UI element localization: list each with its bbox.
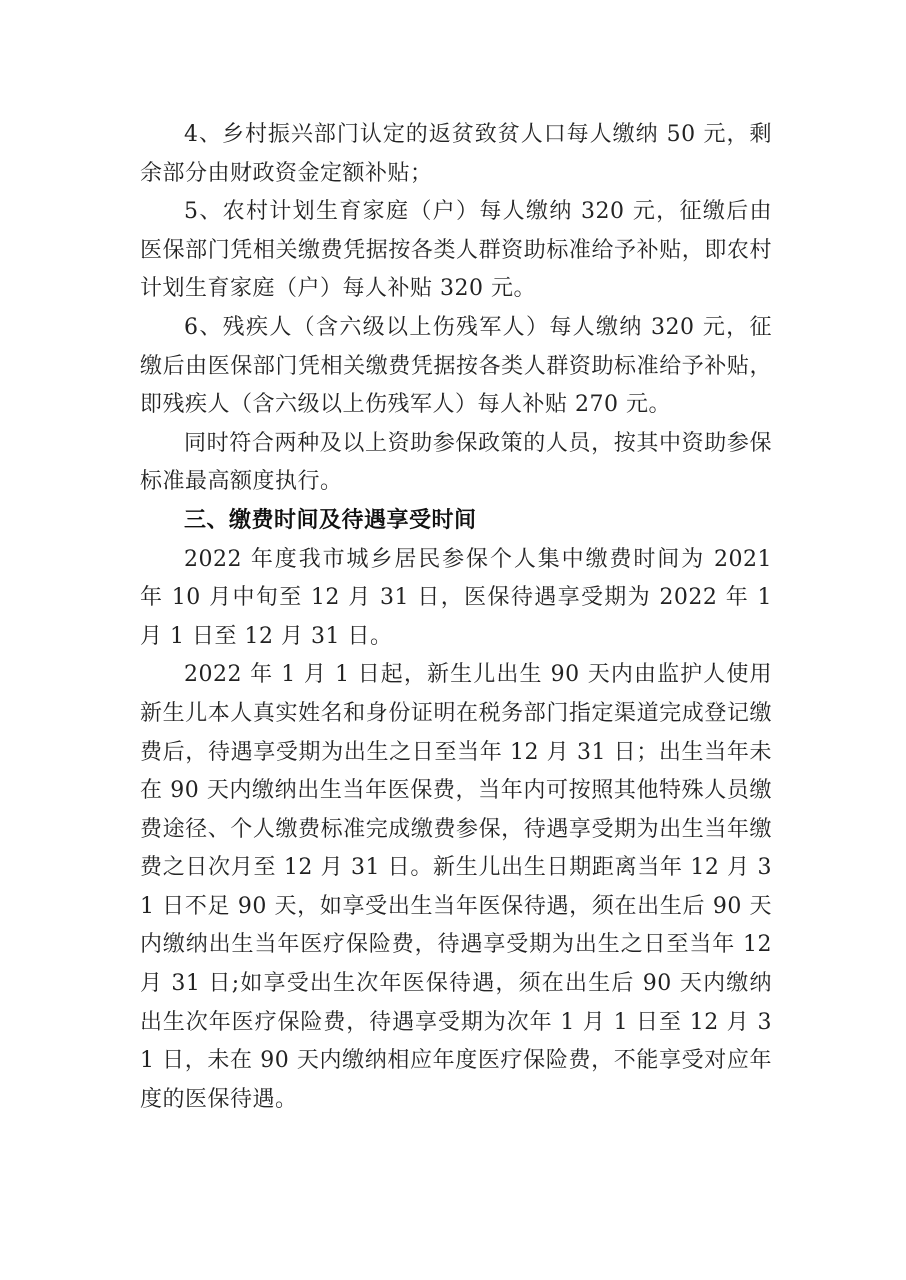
paragraph-item-6: 6、残疾人（含六级以上伤残军人）每人缴纳 320 元，征缴后由医保部门凭相关缴费凭据按各类人群资助标准给予补贴，即残疾人（含六级以上伤残军人）每人补贴 270 元。 [140, 314, 772, 418]
section-heading: 三、缴费时间及待遇享受时间 [184, 507, 477, 533]
paragraph-newborn-rules: 2022 年 1 月 1 日起，新生儿出生 90 天内由监护人使用新生儿本人真实姓名和身份证明在税务部门指定渠道完成登记缴费后，待遇享受期为出生之日至当年 12 月 31 日；出生当年未在 90 天内缴纳出生当年医保费，当年内可按照其他特殊人员缴费途径、个人缴费标准完成缴费参保，待遇享受期为出生当年缴费之日次月至 12 月 31 日。新生儿出生日期距离当年 12 月 31 日不足 90 天，如享受出生当年医保待遇，须在出生后 90 天内缴纳出生当年医疗保险费，待遇享受期为出生之日至当年 12 月 31 日;如享受出生次年医保待遇，须在出生后 90 天内缴纳出生次年医疗保险费，待遇享受期为次年 1 月 1 日至 12 月 31 日，未在 90 天内缴纳相应年度医疗保险费，不能享受对应年度的医保待遇。 [140, 662, 772, 1112]
paragraph-combined-policy: 同时符合两种及以上资助参保政策的人员，按其中资助参保标准最高额度执行。 [140, 430, 772, 495]
document-body [140, 116, 772, 1119]
paragraph-payment-period: 2022 年度我市城乡居民参保个人集中缴费时间为 2021 年 10 月中旬至 12 月 31 日，医保待遇享受期为 2022 年 1 月 1 日至 12 月 31 日。 [140, 546, 772, 649]
paragraph-item-5: 5、农村计划生育家庭（户）每人缴纳 320 元，征缴后由医保部门凭相关缴费凭据按各类人群资助标准给予补贴，即农村计划生育家庭（户）每人补贴 320 元。 [140, 199, 772, 302]
paragraph-item-4: 4、乡村振兴部门认定的返贫致贫人口每人缴纳 50 元，剩余部分由财政资金定额补贴； [140, 122, 772, 186]
